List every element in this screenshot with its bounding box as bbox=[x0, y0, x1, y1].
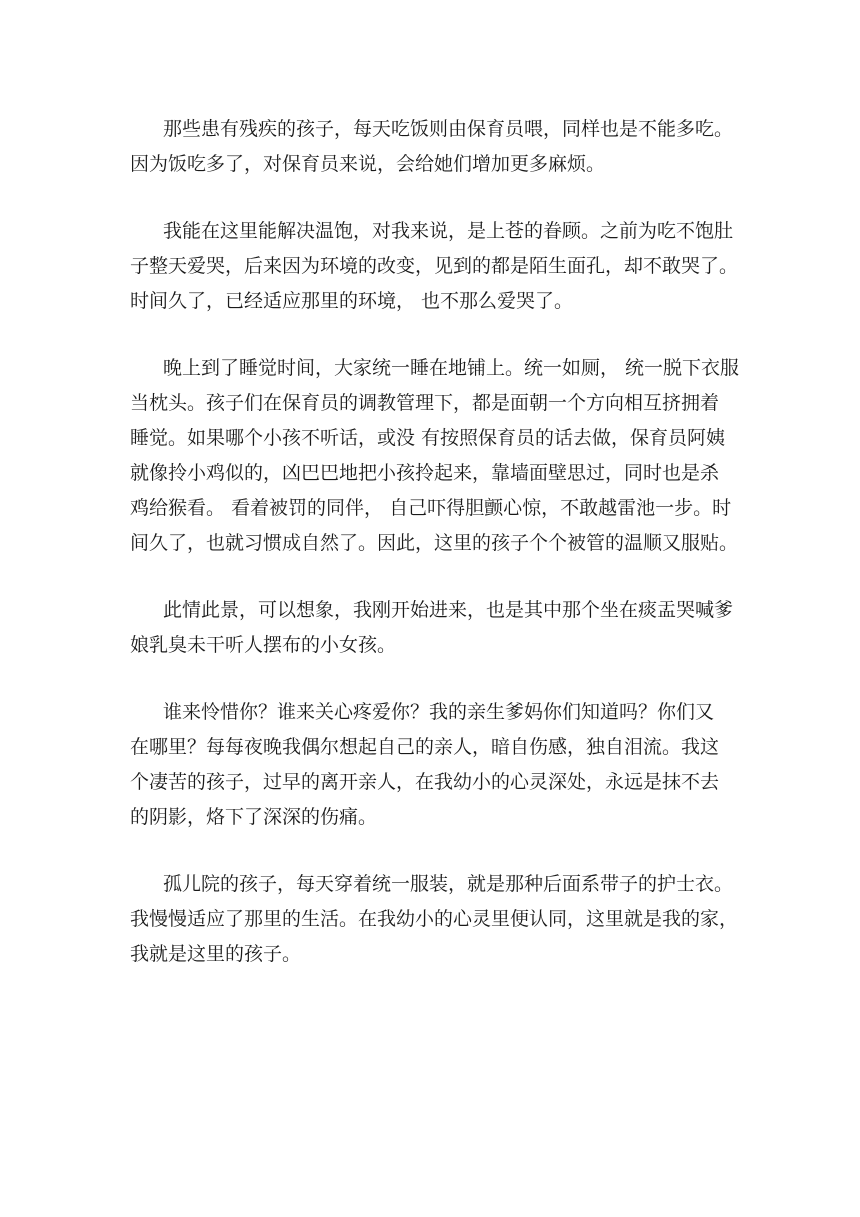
paragraph-6 bbox=[130, 867, 739, 972]
text-line: 孤儿院的孩子，每天穿着统一服装，就是那种后面系带子的护士衣。 bbox=[163, 873, 734, 895]
text-line: 间久了，也就习惯成自然了。因此，这里的孩子个个被管的温顺又服贴。 bbox=[130, 532, 739, 554]
text-line: 在哪里？每每夜晚我偶尔想起自己的亲人，暗自伤感，独自泪流。我这 bbox=[130, 736, 720, 758]
paragraph-4 bbox=[130, 593, 732, 663]
text-line: 子整天爱哭，后来因为环境的改变，见到的都是陌生面孔，却不敢哭了。 bbox=[130, 255, 739, 277]
text-line: 晚上到了睡觉时间，大家统一睡在地铺上。统一如厕， 统一脱下衣服 bbox=[163, 357, 740, 379]
text-line: 谁来怜惜你？谁来关心疼爱你？我的亲生爹妈你们知道吗？你们又 bbox=[163, 701, 715, 723]
text-line: 鸡给猴看。 看着被罚的同伴， 自己吓得胆颤心惊，不敢越雷池一步。时 bbox=[130, 497, 732, 519]
paragraph-1 bbox=[130, 112, 732, 182]
text-line: 我慢慢适应了那里的生活。在我幼小的心灵里便认同，这里就是我的家， bbox=[130, 908, 739, 930]
document-body bbox=[130, 112, 740, 1004]
paragraph-2 bbox=[130, 214, 739, 319]
text-line: 个凄苦的孩子，过早的离开亲人，在我幼小的心灵深处，永远是抹不去 bbox=[130, 771, 720, 793]
text-line: 因为饭吃多了，对保育员来说，会给她们增加更多麻烦。 bbox=[130, 153, 606, 175]
paragraph-5 bbox=[130, 695, 732, 835]
text-line: 时间久了，已经适应那里的环境， 也不那么爱哭了。 bbox=[130, 290, 574, 312]
text-line: 娘乳臭未干听人摆布的小女孩。 bbox=[130, 634, 397, 656]
paragraph-3 bbox=[130, 351, 740, 561]
text-line: 睡觉。如果哪个小孩不听话，或没 有按照保育员的话去做，保育员阿姨 bbox=[130, 427, 726, 449]
text-line: 我能在这里能解决温饱，对我来说，是上苍的眷顾。之前为吃不饱肚 bbox=[163, 220, 734, 242]
text-line: 那些患有残疾的孩子，每天吃饭则由保育员喂，同样也是不能多吃。 bbox=[163, 118, 734, 140]
text-line: 当枕头。孩子们在保育员的调教管理下，都是面朝一个方向相互挤拥着 bbox=[130, 392, 720, 414]
text-line: 的阴影，烙下了深深的伤痛。 bbox=[130, 806, 378, 828]
text-line: 我就是这里的孩子。 bbox=[130, 943, 302, 965]
text-line: 此情此景，可以想象，我刚开始进来，也是其中那个坐在痰盂哭喊爹 bbox=[163, 599, 734, 621]
text-line: 就像拎小鸡似的，凶巴巴地把小孩拎起来，靠墙面壁思过，同时也是杀 bbox=[130, 462, 720, 484]
